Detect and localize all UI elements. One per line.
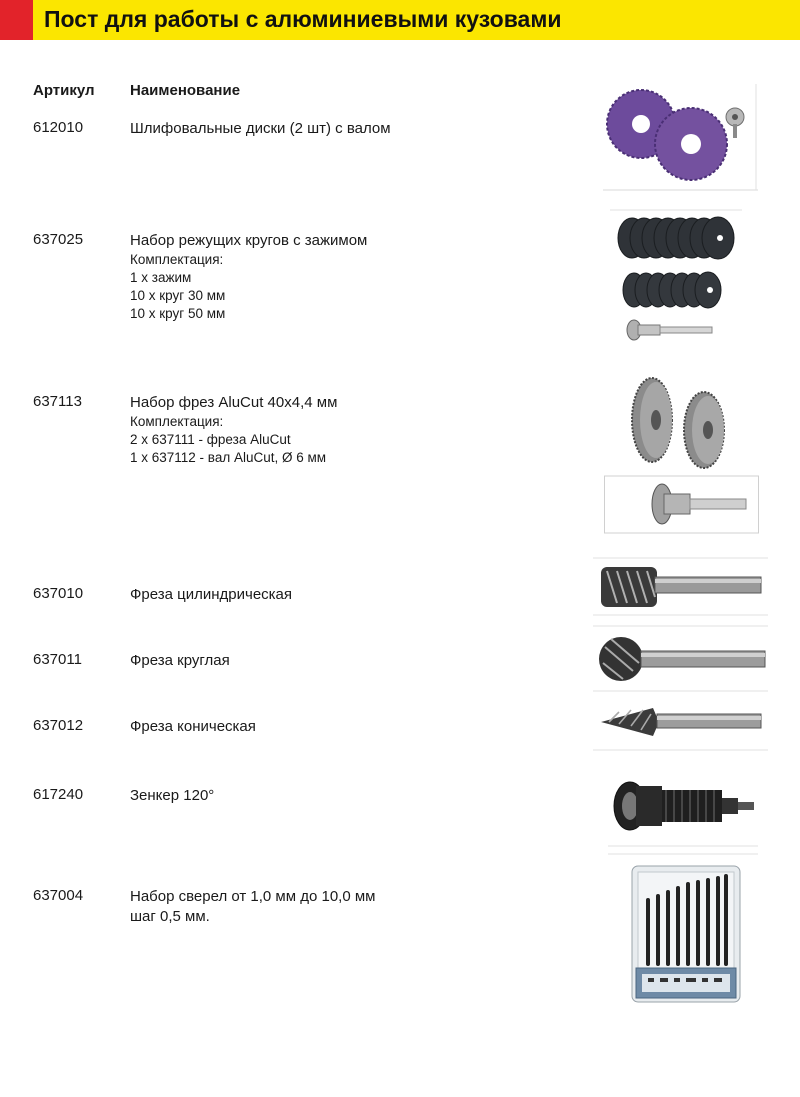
item-name-text: Зенкер 120° bbox=[130, 787, 215, 804]
item-name-text: Шлифовальные диски (2 шт) с валом bbox=[130, 120, 391, 137]
item-name bbox=[130, 651, 230, 671]
item-detail-line: 10 х круг 30 мм bbox=[130, 288, 226, 303]
item-name bbox=[130, 786, 214, 806]
cutting-wheels-icon bbox=[610, 208, 742, 348]
item-name bbox=[130, 887, 375, 927]
cylindrical-burr-icon bbox=[593, 557, 768, 617]
item-name bbox=[130, 393, 337, 467]
item-name-text: Набор фрез AluCut 40x4,4 мм bbox=[130, 394, 338, 411]
item-name-text: Фреза цилиндрическая bbox=[130, 586, 293, 603]
item-name bbox=[130, 231, 367, 323]
item-sku: 637004 bbox=[33, 887, 84, 904]
item-detail-line: 1 х 637112 - вал AluCut, Ø 6 мм bbox=[130, 450, 327, 465]
item-detail-line: 2 х 637111 - фреза AluCut bbox=[130, 432, 291, 447]
item-name bbox=[130, 585, 292, 605]
item-detail-line: Комплектация: bbox=[130, 252, 224, 267]
item-detail-line: Комплектация: bbox=[130, 414, 224, 429]
item-sku: 612010 bbox=[33, 119, 84, 136]
item-sku: 637010 bbox=[33, 585, 84, 602]
countersink-icon bbox=[608, 768, 758, 848]
item-name-text: Фреза коническая bbox=[130, 718, 256, 735]
column-header-name: Наименование bbox=[130, 82, 241, 99]
item-sku: 617240 bbox=[33, 786, 84, 803]
conical-burr-icon bbox=[593, 698, 768, 752]
item-name-text: Набор режущих кругов с зажимом bbox=[130, 232, 368, 249]
item-detail-line: 1 х зажим bbox=[130, 270, 192, 285]
header-bar bbox=[0, 0, 800, 40]
ball-burr-icon bbox=[593, 625, 768, 693]
column-header-sku: Артикул bbox=[33, 82, 95, 99]
item-name bbox=[130, 717, 256, 737]
page-title: Пост для работы с алюминиевыми кузовами bbox=[44, 6, 562, 32]
item-sku: 637012 bbox=[33, 717, 84, 734]
header-red-accent bbox=[0, 0, 33, 40]
purple-grinding-discs-icon bbox=[603, 84, 758, 192]
item-name-text: Фреза круглая bbox=[130, 652, 230, 669]
item-sku: 637025 bbox=[33, 231, 84, 248]
item-detail-line: 10 х круг 50 мм bbox=[130, 306, 226, 321]
drill-set-icon bbox=[608, 852, 758, 1017]
item-sku: 637113 bbox=[33, 393, 82, 410]
item-details bbox=[130, 251, 367, 323]
item-sku: 637011 bbox=[33, 651, 82, 668]
item-name bbox=[130, 119, 391, 139]
item-name-text: Набор сверел от 1,0 мм до 10,0 мм bbox=[130, 888, 376, 905]
item-name-text-2: шаг 0,5 мм. bbox=[130, 908, 210, 925]
alucut-cutters-icon bbox=[604, 372, 760, 534]
item-details bbox=[130, 413, 337, 467]
